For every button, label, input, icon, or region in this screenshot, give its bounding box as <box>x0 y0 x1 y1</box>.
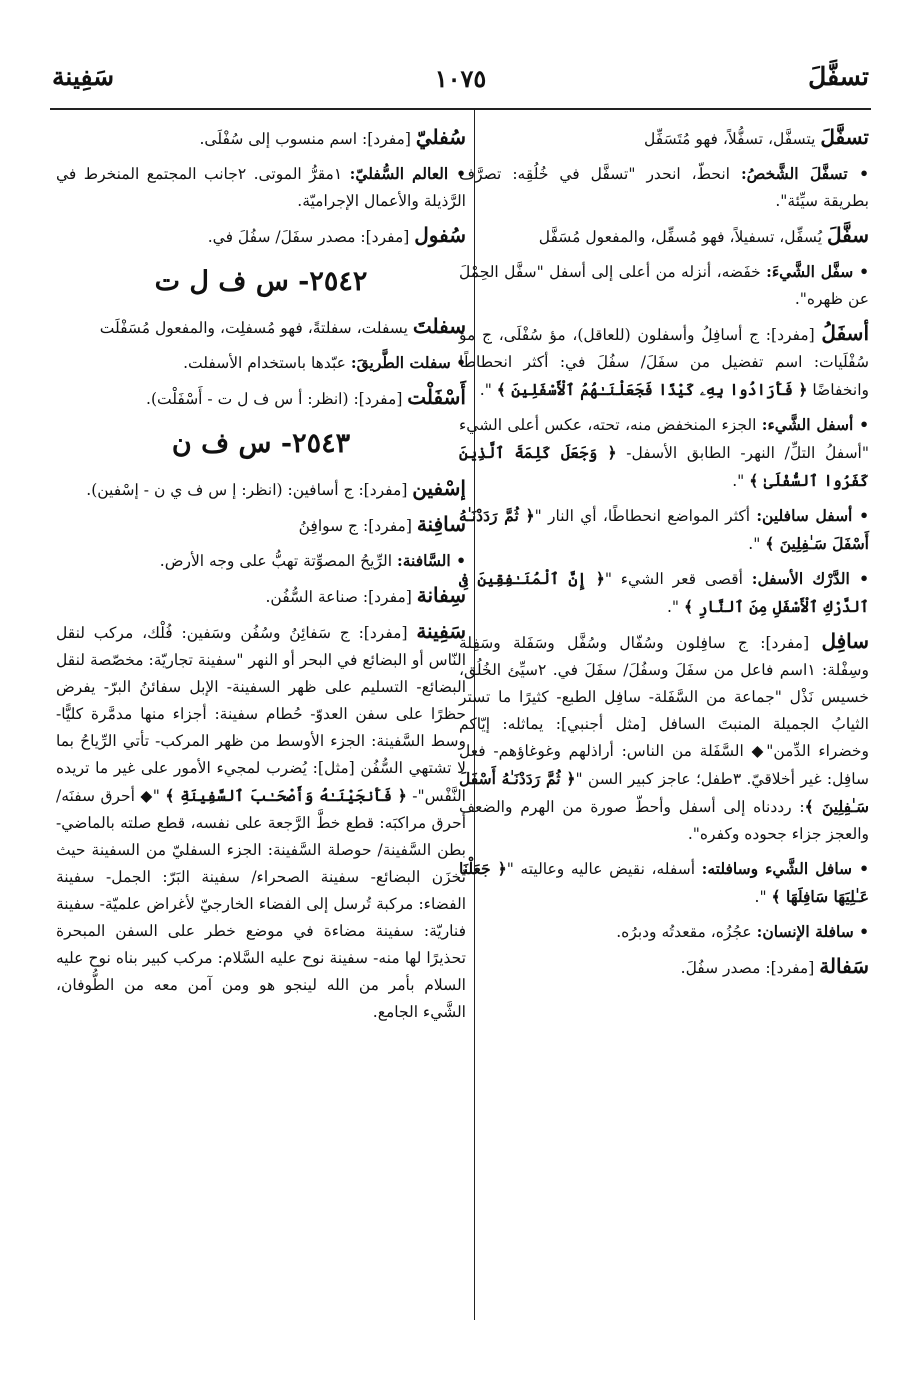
sub-entry <box>459 160 869 215</box>
entry-lemma: • سفَّل الشَّيءَ: <box>766 262 869 281</box>
entry-lemma: سافِنة <box>416 512 466 536</box>
entry-definition: [مفرد]: مصدر سفَلَ/ سفُلَ في. <box>207 228 415 246</box>
entry-lemma: أسفَلُ <box>821 321 869 345</box>
quran-quote: ﴿ ثُمَّ رَدَدْنَـٰهُ أَسْفَلَ سَـٰفِلِينَ ﴾ <box>459 506 869 553</box>
entry-lemma: سُفليّ <box>415 125 466 149</box>
entry-lemma: • أسفل سافلين: <box>756 506 869 525</box>
entry-definition: يتسفَّل، تسفُّلاً، فهو مُتَسَفِّل <box>644 130 821 148</box>
entry-lemma: سِفانة <box>416 583 466 607</box>
quran-quote: ﴿ ثُمَّ رَدَدْنَـٰهُ أَسْفَلَ سَـٰفِلِينَ ﴾ <box>459 769 869 816</box>
dictionary-entry <box>56 511 466 540</box>
entry-definition: [مفرد]: (انظر: أ س ف ل ت - أَسْفَلْت). <box>146 390 408 408</box>
entry-definition-tail: ". <box>748 535 766 553</box>
sub-entry <box>56 547 466 575</box>
entry-definition: الرِّيحُ المصوِّتة تهبُّ على وجه الأرض. <box>159 552 397 570</box>
dictionary-entry <box>459 628 869 848</box>
entry-definition: الجزء المنخفض منه، تحته، عكس أعلى الشيء "أسفلُ التلِّ/ النهر- الطابق الأسفل- <box>459 416 869 462</box>
sub-entry <box>459 502 869 558</box>
entry-lemma: • أسفل الشَّيء: <box>761 415 869 434</box>
entry-lemma: سَفِينة <box>416 619 466 643</box>
sub-entry <box>56 160 466 215</box>
sub-entry <box>459 918 869 946</box>
quran-quote: ﴿ فَأَنجَيْنَـٰهُ وَأَصْحَـٰبَ ٱلسَّفِينَةِ ﴾ <box>165 786 407 805</box>
dictionary-entry <box>56 384 466 413</box>
dictionary-entry <box>459 953 869 982</box>
entries-group-c <box>56 475 466 1026</box>
quran-quote: ﴿ جَعَلْنَا عَـٰلِيَهَا سَافِلَهَا ﴾ <box>459 859 869 906</box>
entry-definition: أسفله، نقيض عاليه وعاليته " <box>506 860 702 878</box>
entry-lemma: سَفالة <box>819 954 869 978</box>
dictionary-entry <box>56 475 466 504</box>
entry-definition: [مفرد]: اسم منسوب إلى سُفْلَى. <box>199 130 416 148</box>
entries-group-a <box>56 124 466 251</box>
entry-lemma: • تسفَّلَ الشَّخصُ: <box>740 164 869 183</box>
page-header <box>48 62 873 106</box>
dictionary-entry <box>56 124 466 153</box>
entry-lemma: سُفول <box>414 223 466 247</box>
entry-definition: [مفرد]: ج سوافِنُ <box>298 517 417 535</box>
root-heading-2542: ٢٥٤٢- س ف ل ت <box>154 266 368 297</box>
header-rule <box>50 108 871 110</box>
entry-definition: عبّدها باستخدام الأسفلت. <box>183 354 351 372</box>
right-column <box>459 124 869 989</box>
root-heading-2543: ٢٥٤٣- س ف ن <box>171 428 351 459</box>
dictionary-entry <box>459 124 869 153</box>
entry-lemma: سافِل <box>821 629 869 653</box>
dictionary-entry <box>56 313 466 342</box>
entry-lemma: • سافلة الإنسان: <box>756 922 869 941</box>
entry-definition-tail: : رددناه إلى أسفل وأحطّ صورة من الهرم والضعف والعجز جزاء جحوده وكفره". <box>459 798 869 843</box>
entry-definition: [مفرد]: صناعة السُّفُن. <box>265 588 417 606</box>
quran-quote: ﴿ فَأَرَادُوا بِهِۦ كَيْدًا فَجَعَلْنَـٰهُمُ ٱلْأَسْفَلِينَ ﴾ <box>496 380 808 399</box>
dictionary-entry <box>56 582 466 611</box>
entry-definition: [مفرد]: مصدر سفُلَ. <box>680 959 820 977</box>
sub-entry <box>459 855 869 911</box>
dictionary-entry <box>459 222 869 251</box>
entry-lemma: سفَّلَ <box>826 223 869 247</box>
entry-definition: ١مقرُّ الموتى. ٢جانب المجتمع المنخرط في الرَّذيلة والأعمال الإجراميّة. <box>56 165 466 210</box>
sub-entry <box>459 258 869 313</box>
entry-definition: يسفلت، سفلتةً، فهو مُسفلِت، والمفعول مُسَفْلَت <box>99 319 413 337</box>
page-number: ١٠٧٥ <box>434 64 487 93</box>
entry-definition: أقصى قعر الشيء " <box>604 570 752 588</box>
guide-word-right: تسفَّلَ <box>808 62 869 91</box>
entry-definition: يُسفِّل، تسفيلاً، فهو مُسفِّل، والمفعول مُسَفَّل <box>538 228 827 246</box>
entry-lemma: إسْفين <box>412 476 466 500</box>
entry-lemma: • سفلت الطَّريقَ: <box>350 353 466 372</box>
sub-entry <box>459 411 869 495</box>
dictionary-entry <box>56 618 466 1026</box>
entry-definition: انحطّ، انحدر "تسفَّل في خُلُقِه: تصرَّف بطريقة سيِّئة". <box>459 165 869 210</box>
entry-definition: [مفرد]: ج أسافين: (انظر: إ س ف ي ن - إسْفين). <box>86 481 413 499</box>
entry-definition-tail: ". <box>754 888 772 906</box>
entry-definition-tail: "◆ أحرق سفنَه/ أحرق مراكبَه: قطع خطَّ الرَّجعة على نفسه، قطع صلته بالماضي- بطن السَّفينة/ حوصلة السَّفينة: الجزء السفليّ من السفينة حيث تُخزَن البضائع- سفينة الصحراء/ سفينة البَرّ: الجمل- سفينة الفضاء: مركبة تُرسل إلى الفضاء الخارجيّ لأغراض علميّة- سفينة فناريّة: سفينة مضاءة في موضع خطر على السفن المبحرة تحذيرًا لها منه- سفينة نوح عليه السَّلام: مركب كبير بناه نوح عليه السلام بأمر من الله لينجو هو ومن آمن معه من الطُّوفان، الشَّيء الجامع. <box>56 787 466 1021</box>
entry-lemma: تسفَّلَ <box>820 125 869 149</box>
entries-group-b <box>56 313 466 413</box>
dictionary-entry <box>459 320 869 404</box>
entry-definition: عجُزُه، مقعدتُه ودبرُه. <box>616 923 757 941</box>
entry-definition: أكثر المواضع انحطاطًا، أي النار " <box>534 507 757 525</box>
entry-definition-tail: ". <box>732 472 750 490</box>
sub-entry <box>459 565 869 621</box>
entry-lemma: سفلتَ <box>412 314 466 338</box>
entry-definition: [مفرد]: ج أسافِلُ وأسفلون (للعاقل)، مؤ سُفْلَى، ج مؤ سُفْلَيات: اسم تفضيل من سفَلَ/ سفُلَ في: أكثر انحطاطًا وانخفاضًا <box>459 326 869 399</box>
entry-lemma: أَسْفَلْت <box>407 385 466 409</box>
sub-entry <box>56 349 466 377</box>
left-column <box>56 124 466 1033</box>
entry-definition: خفَضه، أنزله من أعلى إلى أسفل "سفَّل الحِمْلَ عن ظهره". <box>459 263 869 308</box>
quran-quote: ﴿ إِنَّ ٱلْمُنَـٰفِقِينَ فِى ٱلدَّرْكِ ٱلْأَسْفَلِ مِنَ ٱلنَّارِ ﴾ <box>459 569 869 616</box>
entry-lemma: • العالم السُّفليّ: <box>349 164 466 183</box>
entry-lemma: • الدَّرْك الأسفل: <box>751 569 870 588</box>
guide-word-left: سَفِينة <box>52 62 115 91</box>
entry-definition-tail: ". <box>479 381 497 399</box>
entry-lemma: • سافل الشَّيء وسافلته: <box>701 859 869 878</box>
entry-definition-tail: ". <box>666 598 684 616</box>
quran-quote: ﴿ وَجَعَلَ كَلِمَةَ ٱلَّذِينَ كَفَرُوا ٱلسُّفْلَىٰ ﴾ <box>459 443 869 490</box>
dictionary-entry <box>56 222 466 251</box>
entry-definition: [مفرد]: ج سافِلون وسُفّال وسُفَّل وسَفَلة وسَفِلة وسِفْلة: ١اسم فاعل من سفَلَ وسفُلَ/ سفَلَ في. ٢سيِّئ الخُلُق، خسيس نَذْل "جماعة من السَّفَلة- سافِل الطبع- كثيرًا ما تستر الثيابُ الجميلة المنبتَ السافل [مثل أجنبي]: يماثله: إيّاكم وخضراء الدِّمن"◆ السَّفَلة من الناس: أراذلهم وغوغاؤهم- فعل سافِل: غير أخلاقيّ. ٣طفل؛ عاجز كبير السن " <box>459 634 870 788</box>
entry-definition: [مفرد]: ج سَفائِنُ وسُفُن وسَفين: فُلْك، مركب لنقل النّاس أو البضائع في البحر أو النهر "سفينة تجاريّة: مخصّصة لنقل البضائع- التسليم على ظهر السفينة- الإبل سفائنُ البرّ- يفرض حظرًا على سفن العدوّ- حُطام سفينة: أجزاء منها مدمَّرة كليًّا- وسط السَّفينة: الجزء الأوسط من ظهر المركب- تأتي الرِّياحُ بما لا تشتهي السُّفُن [مثل]: يُضرب لمجيء الأمور على غير ما تريده النَّفْس"- <box>56 624 466 805</box>
entry-lemma: • السَّافنة: <box>396 551 466 570</box>
